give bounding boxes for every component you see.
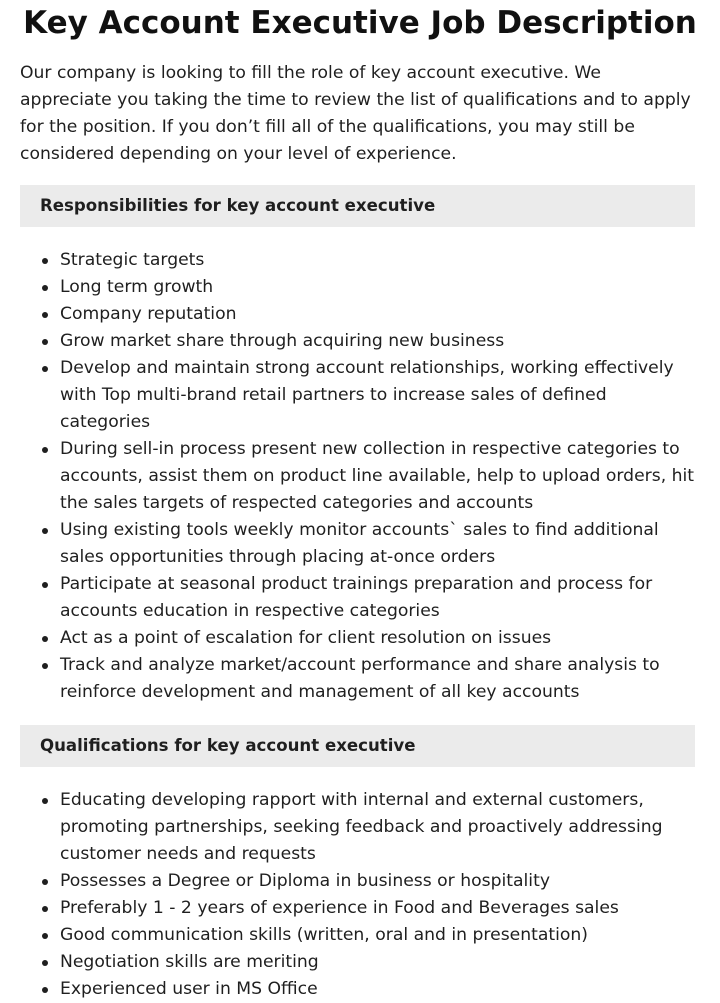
list-item: Educating developing rapport with internal and external customers, promoting partnerships, seeking feedback and proactively addressing customer needs and requests — [60, 787, 698, 868]
qualifications-heading: Qualifications for key account executive — [20, 725, 695, 767]
list-item: Develop and maintain strong account relationships, working effectively with Top multi-brand retail partners to increase sales of defined categories — [60, 355, 698, 436]
page-title: Key Account Executive Job Description — [23, 5, 697, 41]
list-item: Experienced user in MS Office — [60, 976, 698, 1003]
list-item: Track and analyze market/account performance and share analysis to reinforce development and management of all key accounts — [60, 652, 698, 706]
list-item: During sell-in process present new collection in respective categories to accounts, assist them on product line available, help to upload orders, hit the sales targets of respected categories and accounts — [60, 436, 698, 517]
intro-paragraph: Our company is looking to fill the role of key account executive. We appreciate you taking the time to review the list of qualifications and to apply for the position. If you don’t fill all of the qualifications, you may still be considered depending on your level of experience. — [20, 63, 691, 164]
list-item: Strategic targets — [60, 247, 698, 274]
list-item: Grow market share through acquiring new business — [60, 328, 698, 355]
list-item: Using existing tools weekly monitor accounts` sales to find additional sales opportunities through placing at-once orders — [60, 517, 698, 571]
responsibilities-list — [20, 247, 698, 706]
list-item: Act as a point of escalation for client resolution on issues — [60, 625, 698, 652]
qualifications-list — [20, 787, 698, 1003]
list-item: Negotiation skills are meriting — [60, 949, 698, 976]
list-item: Participate at seasonal product trainings preparation and process for accounts education in respective categories — [60, 571, 698, 625]
list-item: Possesses a Degree or Diploma in business or hospitality — [60, 868, 698, 895]
list-item: Company reputation — [60, 301, 698, 328]
list-item: Preferably 1 - 2 years of experience in Food and Beverages sales — [60, 895, 698, 922]
responsibilities-heading: Responsibilities for key account executive — [20, 185, 695, 227]
list-item: Long term growth — [60, 274, 698, 301]
list-item: Good communication skills (written, oral and in presentation) — [60, 922, 698, 949]
